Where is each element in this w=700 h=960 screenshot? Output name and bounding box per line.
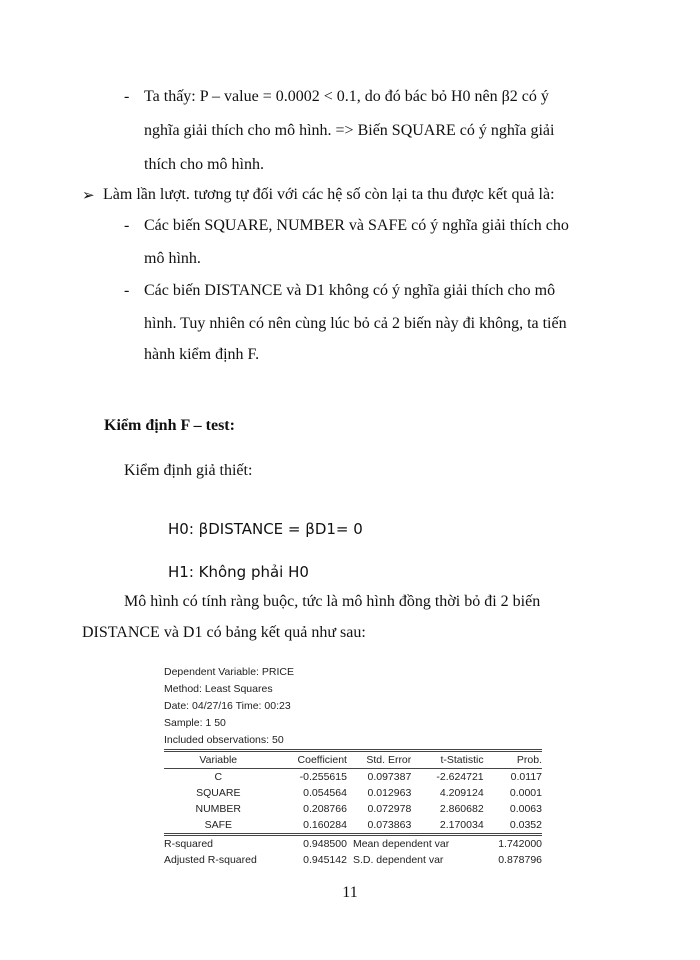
coefficient-cell: 0.160284: [273, 817, 347, 835]
variable-cell: C: [214, 771, 223, 783]
table-row: [164, 769, 542, 786]
stats-row: [164, 835, 542, 853]
paragraph-line: thích cho mô hình.: [144, 156, 264, 173]
paragraph-line: nghĩa giải thích cho mô hình. => Biến SQUARE có ý nghĩa giải: [144, 122, 555, 139]
column-header: t-Statistic: [411, 751, 483, 769]
regression-header-line: Method: Least Squares: [164, 683, 273, 695]
column-header: Coefficient: [273, 751, 347, 769]
section-heading: Kiểm định F – test:: [104, 417, 235, 434]
column-header: Std. Error: [347, 751, 411, 769]
stat-label: Mean dependent var: [352, 838, 450, 850]
paragraph-line: hình. Tuy nhiên có nên cùng lúc bỏ cả 2 biến này đi không, ta tiến: [144, 315, 567, 332]
paragraph-line: mô hình.: [144, 250, 201, 267]
stat-label: Adjusted R-squared: [164, 854, 257, 866]
paragraph-line: Các biến SQUARE, NUMBER và SAFE có ý nghĩa giải thích cho: [144, 217, 569, 234]
stat-label: S.D. dependent var: [352, 854, 444, 866]
t-statistic-cell: 4.209124: [439, 787, 484, 799]
variable-cell: NUMBER: [195, 803, 242, 815]
coefficient-cell: -0.255615: [299, 771, 347, 783]
stat-label: R-squared: [164, 838, 214, 850]
regression-header-line: Sample: 1 50: [164, 717, 226, 729]
bullet-dash: -: [124, 217, 130, 234]
stat-value: 0.878796: [498, 854, 542, 866]
paragraph-line: Ta thấy: P – value = 0.0002 < 0.1, do đó bác bỏ H0 nên β2 có ý: [144, 88, 549, 105]
table-header-row: [164, 751, 542, 769]
regression-header-line: Included observations: 50: [164, 734, 284, 746]
std-error-cell: 0.097387: [367, 771, 412, 783]
column-header: Prob.: [484, 751, 542, 769]
t-statistic-cell: 2.860682: [439, 803, 484, 815]
regression-output: [164, 664, 544, 868]
std-error-cell: 0.073863: [347, 817, 411, 835]
t-statistic-cell: 2.170034: [411, 817, 483, 835]
stat-value: 0.945142: [303, 854, 347, 866]
paragraph-line: DISTANCE và D1 có bảng kết quả như sau:: [82, 624, 366, 641]
paragraph-line: Các biến DISTANCE và D1 không có ý nghĩa giải thích cho mô: [144, 282, 556, 299]
std-error-cell: 0.012963: [367, 787, 412, 799]
column-header: Variable: [164, 751, 273, 769]
bullet-dash: -: [124, 88, 130, 105]
std-error-cell: 0.072978: [367, 803, 412, 815]
stats-row: [164, 852, 542, 868]
prob-cell: 0.0117: [510, 771, 542, 783]
hypothesis-h0: H0: βDISTANCE = βD1= 0: [168, 520, 363, 538]
arrow-bullet-icon: ➢: [82, 186, 95, 204]
paragraph-line: hành kiểm định F.: [144, 346, 260, 363]
variable-cell: SAFE: [164, 817, 273, 835]
regression-header-line: Date: 04/27/16 Time: 00:23: [164, 700, 291, 712]
t-statistic-cell: -2.624721: [436, 771, 484, 783]
regression-table: [164, 749, 542, 868]
table-row: [164, 785, 542, 801]
prob-cell: 0.0001: [509, 787, 542, 799]
paragraph-line: Kiểm định giả thiết:: [124, 462, 253, 479]
table-row: [164, 801, 542, 817]
variable-cell: SQUARE: [196, 787, 241, 799]
coefficient-cell: 0.054564: [303, 787, 347, 799]
page-number: 11: [342, 884, 358, 901]
bullet-dash: -: [124, 282, 130, 299]
stat-value: 1.742000: [498, 838, 542, 850]
table-row: [164, 817, 542, 835]
stat-value: 0.948500: [303, 838, 347, 850]
paragraph-line: Làm lần lượt. tương tự đối với các hệ số còn lại ta thu được kết quả là:: [103, 186, 555, 203]
regression-header-line: Dependent Variable: PRICE: [164, 666, 294, 678]
prob-cell: 0.0352: [484, 817, 542, 835]
hypothesis-h1: H1: Không phải H0: [168, 563, 309, 581]
coefficient-cell: 0.208766: [303, 803, 347, 815]
paragraph-line: Mô hình có tính ràng buộc, tức là mô hình đồng thời bỏ đi 2 biến: [124, 593, 541, 610]
prob-cell: 0.0063: [509, 803, 542, 815]
